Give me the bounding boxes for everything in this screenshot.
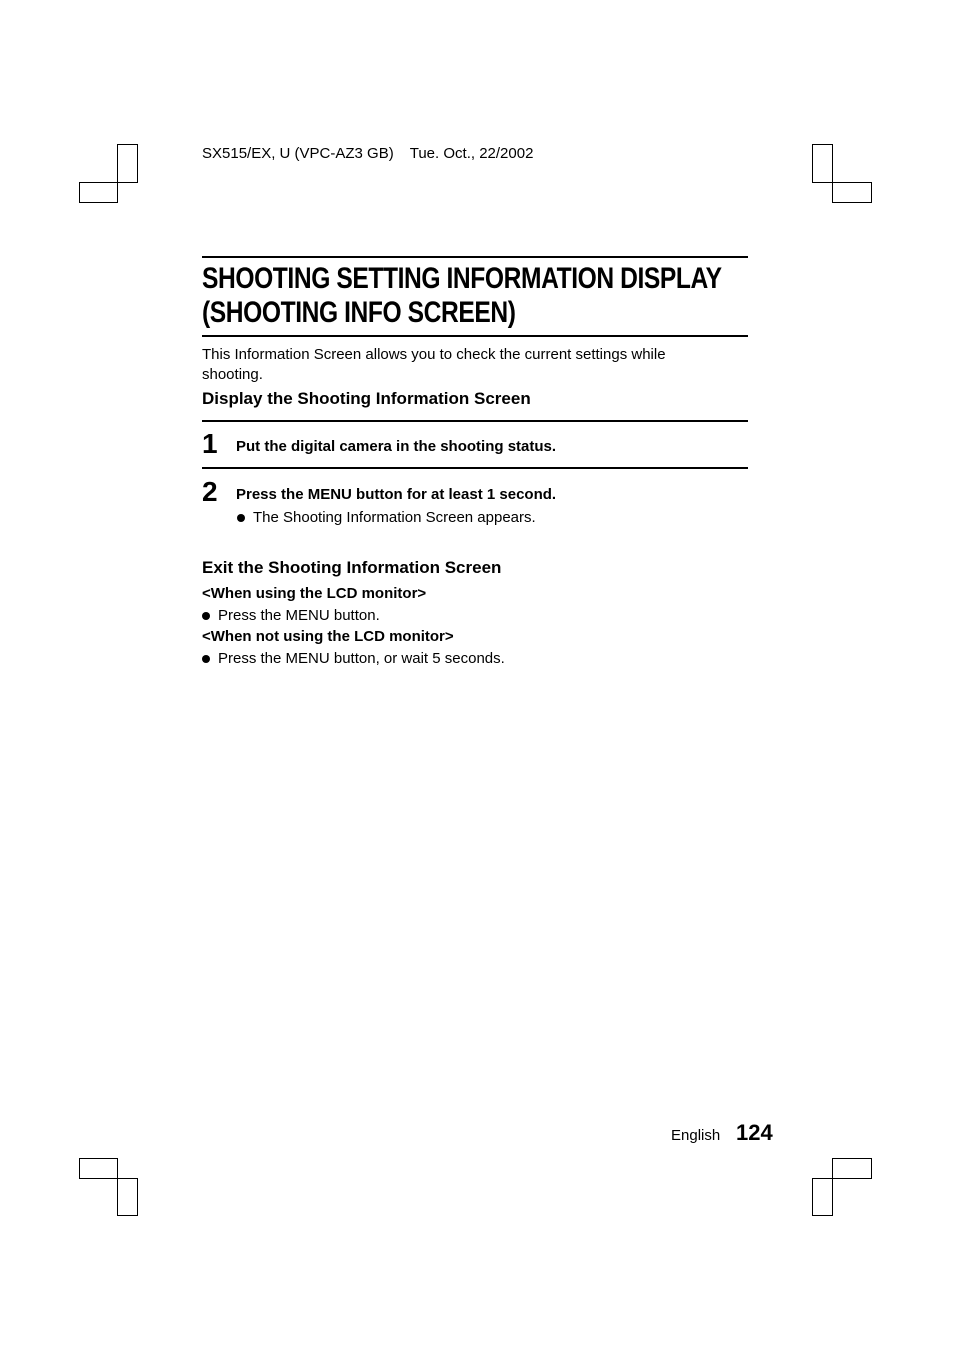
crop-mark-bottom-right-vertical bbox=[812, 1178, 833, 1216]
step-2-note bbox=[237, 509, 536, 526]
page-title-line1: SHOOTING SETTING INFORMATION DISPLAY bbox=[202, 262, 722, 295]
crop-mark-top-right-horizontal bbox=[832, 182, 872, 203]
step2-rule bbox=[202, 467, 748, 469]
exit-case-1-action-text: Press the MENU button. bbox=[218, 607, 380, 624]
header-model: SX515/EX, U (VPC-AZ3 GB) bbox=[202, 145, 394, 162]
intro-line2: shooting. bbox=[202, 366, 263, 383]
crop-mark-bottom-left-vertical bbox=[117, 1178, 138, 1216]
crop-mark-top-left-vertical bbox=[117, 144, 138, 183]
footer-language: English bbox=[671, 1127, 721, 1144]
page-title bbox=[202, 262, 722, 330]
title-top-rule bbox=[202, 256, 748, 258]
step-2-text: Press the MENU button for at least 1 second. bbox=[236, 486, 557, 503]
page-title-line2: (SHOOTING INFO SCREEN) bbox=[202, 296, 516, 329]
bullet-icon bbox=[237, 514, 245, 522]
step-2-note-text: The Shooting Information Screen appears. bbox=[253, 509, 536, 526]
exit-case-2-action-text: Press the MENU button, or wait 5 seconds. bbox=[218, 650, 505, 667]
intro-paragraph bbox=[202, 345, 722, 385]
exit-case-1-condition: <When using the LCD monitor> bbox=[202, 585, 427, 602]
exit-case-1-action bbox=[202, 607, 380, 624]
display-section-heading: Display the Shooting Information Screen bbox=[202, 389, 531, 408]
title-bottom-rule bbox=[202, 335, 748, 337]
header-date: Tue. Oct., 22/2002 bbox=[409, 145, 534, 162]
exit-section-heading: Exit the Shooting Information Screen bbox=[202, 558, 502, 577]
print-header bbox=[202, 145, 533, 162]
step-1-number: 1 bbox=[202, 428, 218, 459]
exit-case-2-condition: <When not using the LCD monitor> bbox=[202, 628, 454, 645]
bullet-icon bbox=[202, 655, 210, 663]
bullet-icon bbox=[202, 612, 210, 620]
crop-mark-bottom-left-horizontal bbox=[79, 1158, 118, 1179]
intro-line1: This Information Screen allows you to check the current settings while bbox=[202, 346, 666, 363]
crop-mark-top-left-horizontal bbox=[79, 182, 118, 203]
crop-mark-bottom-right-horizontal bbox=[832, 1158, 872, 1179]
crop-mark-top-right-vertical bbox=[812, 144, 833, 183]
step-2-number: 2 bbox=[202, 476, 218, 507]
page-number: 124 bbox=[736, 1120, 773, 1145]
step-1-text: Put the digital camera in the shooting status. bbox=[236, 438, 557, 455]
exit-case-2-action bbox=[202, 650, 505, 667]
step1-rule bbox=[202, 420, 748, 422]
